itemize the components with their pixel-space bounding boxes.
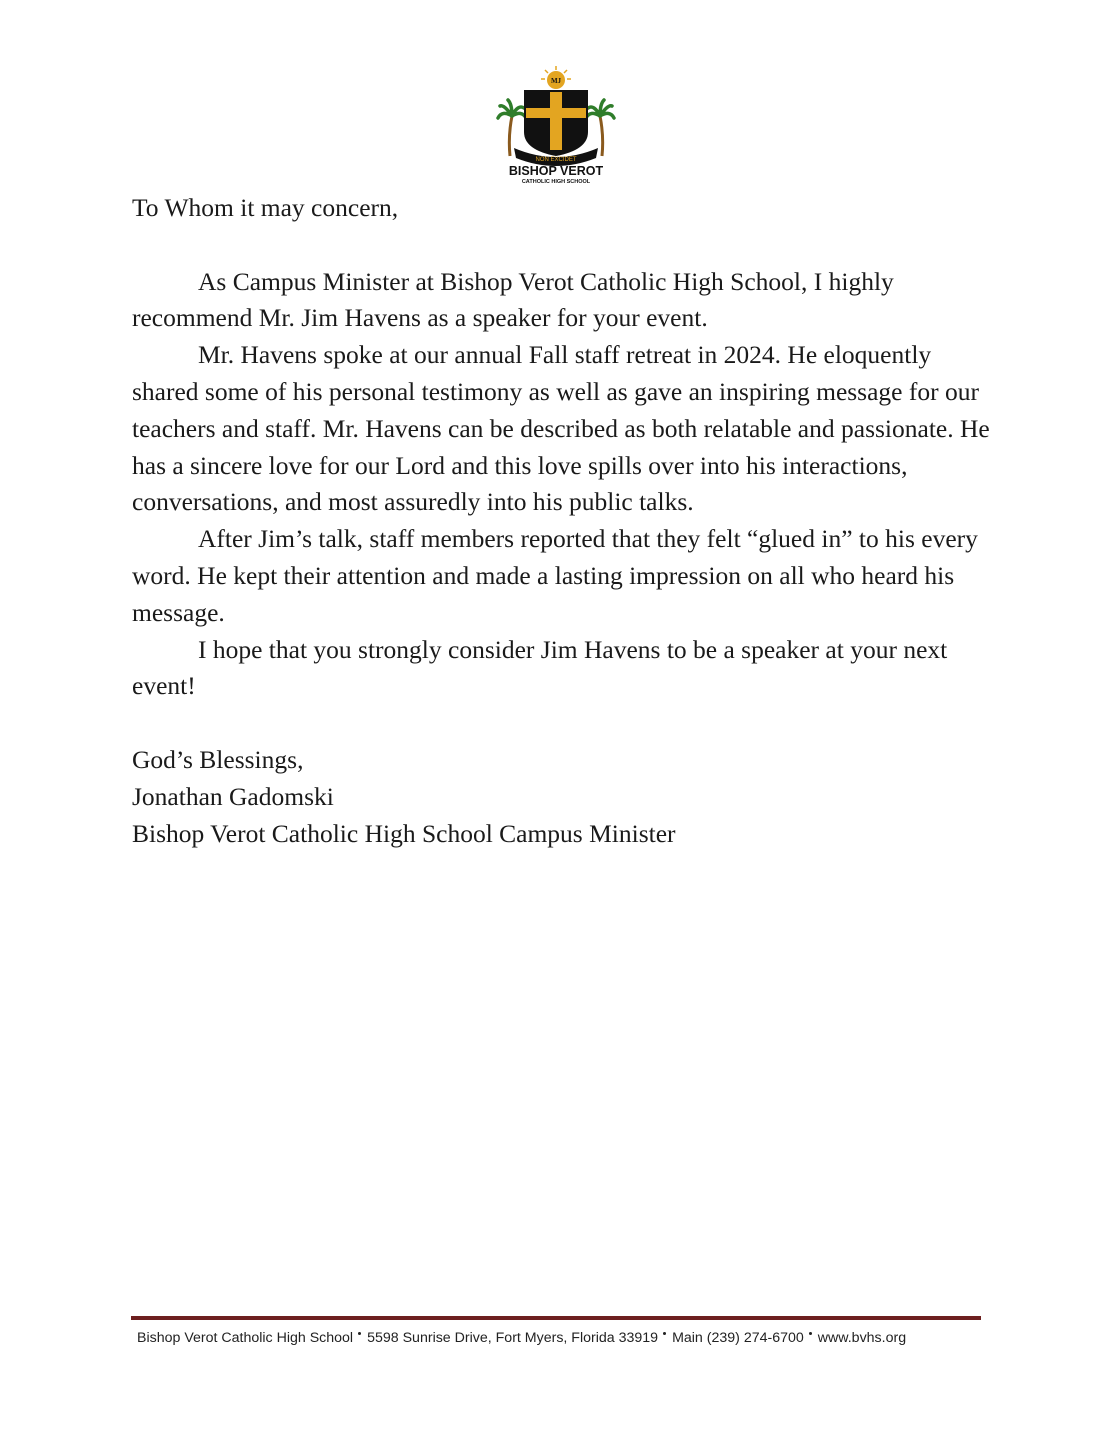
salutation: To Whom it may concern, — [132, 193, 399, 222]
footer-address: 5598 Sunrise Drive, Fort Myers, Florida 33919 — [367, 1330, 659, 1346]
school-logo — [496, 66, 616, 186]
separator-dot-icon — [358, 1332, 361, 1335]
blank-line — [132, 227, 992, 264]
footer-school: Bishop Verot Catholic High School — [137, 1330, 354, 1346]
paragraph-conclusion: I hope that you strongly consider Jim Havens to be a speaker at your next event! — [132, 634, 948, 701]
logo-name: BISHOP VEROT — [508, 164, 604, 178]
footer — [137, 1330, 987, 1346]
paragraph-recommendation: As Campus Minister at Bishop Verot Catholic High School, I highly recommend Mr. Jim Havens as a speaker for your event. — [132, 266, 894, 333]
svg-text:MJ: MJ — [550, 77, 562, 85]
crest-icon — [496, 66, 616, 186]
signer-name: Jonathan Gadomski — [132, 781, 334, 811]
paragraph-retreat: Mr. Havens spoke at our annual Fall staff retreat in 2024. He eloquently shared some of his personal testimony as well as gave an inspiring message for our teachers and staff. Mr. Havens can be described as both relatable and passionate. He has a sincere love for our Lord and this love spills over into his interactions, conversations, and most assuredly into his public talks. — [132, 340, 990, 517]
svg-text:NON EXCIDET: NON EXCIDET — [535, 157, 577, 163]
palm-tree-right-icon — [586, 100, 614, 156]
paragraph-feedback: After Jim’s talk, staff members reported that they felt “glued in” to his every word. He kept their attention and made a lasting impression on all who heard his message. — [132, 524, 978, 627]
separator-dot-icon — [809, 1332, 812, 1335]
footer-website: www.bvhs.org — [817, 1330, 907, 1346]
blank-line — [132, 705, 992, 742]
footer-phone: Main (239) 274-6700 — [672, 1330, 804, 1346]
letter-body — [132, 190, 992, 852]
footer-divider — [131, 1316, 981, 1320]
sun-icon — [541, 66, 571, 89]
logo-subtitle: CATHOLIC HIGH SCHOOL — [521, 179, 591, 185]
palm-tree-left-icon — [498, 100, 526, 156]
separator-dot-icon — [663, 1332, 666, 1335]
closing: God’s Blessings, — [132, 744, 304, 774]
signer-title: Bishop Verot Catholic High School Campus Minister — [132, 818, 676, 848]
